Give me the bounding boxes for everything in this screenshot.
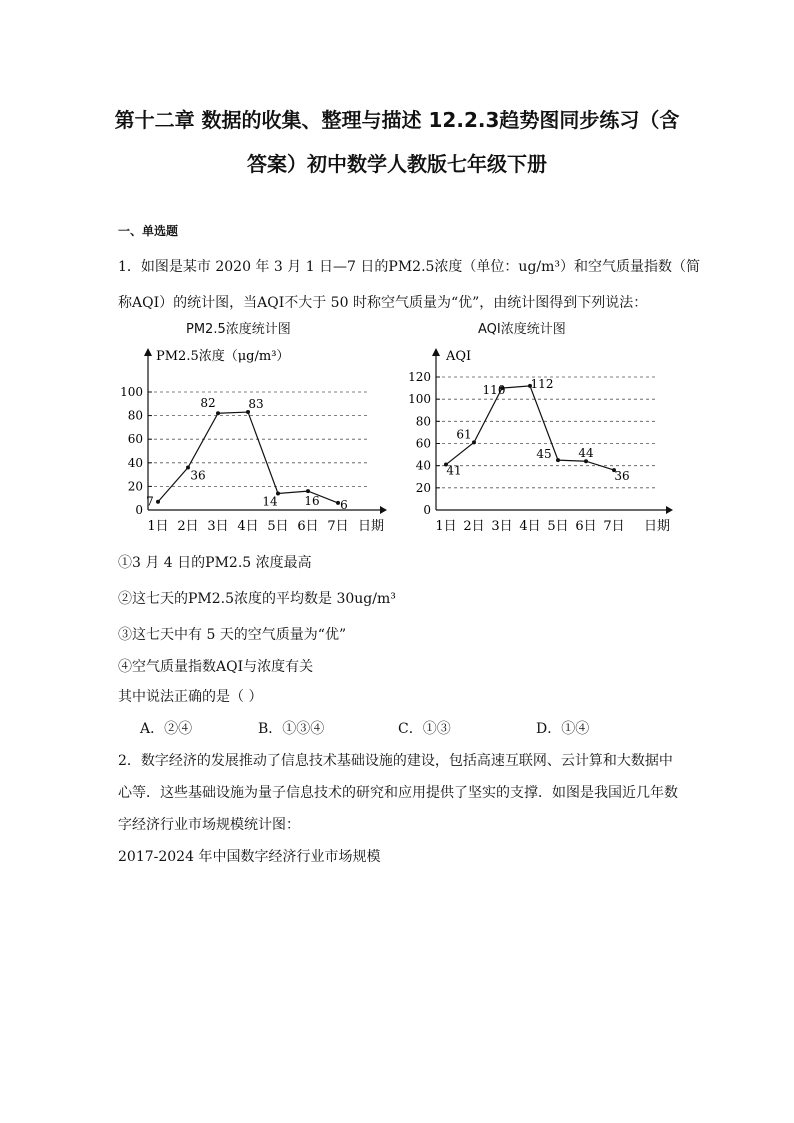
section-heading: 一、单选题 [118, 224, 179, 238]
aqi-chart [404, 342, 684, 542]
y-axis-arrow [432, 348, 440, 356]
q1-statement-1: ①3 月 4 日的PM2.5 浓度最高 [118, 555, 312, 571]
y-tick-label: 40 [415, 458, 431, 473]
data-point [556, 458, 560, 462]
q2-text-line-3: 字经济行业市场规模统计图： [118, 817, 300, 833]
data-label: 7 [146, 494, 154, 509]
q1-option-c[interactable]: C．①③ [398, 721, 451, 737]
q1-text-line-2: 称AQI）的统计图，当AQI不大于 50 时称空气质量为“优”，由统计图得到下列说法： [118, 295, 648, 311]
chart-2-title: AQI浓度统计图 [478, 322, 566, 337]
q1-option-a[interactable]: A．②④ [140, 721, 193, 737]
data-label: 83 [248, 397, 264, 412]
y-tick-label: 80 [415, 414, 431, 429]
y-tick-label: 100 [408, 392, 431, 407]
x-tick-label: 7日 [603, 519, 625, 534]
x-tick-label: 7日 [327, 519, 349, 534]
data-label: 6 [340, 497, 348, 512]
q1-option-d[interactable]: D．①④ [536, 721, 590, 737]
q2-caption: 2017-2024 年中国数字经济行业市场规模 [118, 849, 381, 865]
y-tick-label: 60 [127, 432, 143, 447]
q1-text-line-1: 1．如图是某市 2020 年 3 月 1 日—7 日的PM2.5浓度（单位：ug/m³）和空气质量指数（简 [118, 259, 701, 275]
data-label: 36 [190, 468, 206, 483]
q1-statement-4: ④空气质量指数AQI与浓度有关 [118, 659, 314, 675]
y-tick-label: 40 [127, 455, 143, 470]
x-tick-label: 2日 [463, 519, 485, 534]
y-tick-label: 20 [415, 480, 431, 495]
data-label: 14 [262, 494, 278, 509]
data-point [156, 500, 160, 504]
x-tick-label: 6日 [575, 519, 597, 534]
q2-text-line-1: 2．数字经济的发展推动了信息技术基础设施的建设，包括高速互联网、云计算和大数据中 [118, 753, 673, 769]
y-axis-label: PM2.5浓度（μg/m³） [156, 349, 290, 364]
y-axis-label: AQI [446, 349, 472, 364]
x-tick-label: 6日 [297, 519, 319, 534]
data-point [472, 440, 476, 444]
y-tick-label: 20 [127, 479, 143, 494]
q1-statement-3: ③这七天中有 5 天的空气质量为“优” [118, 627, 347, 643]
q1-option-b[interactable]: B．①③④ [258, 721, 325, 737]
data-point [216, 411, 220, 415]
x-axis-label: 日期 [358, 519, 385, 534]
data-label: 45 [536, 447, 552, 462]
x-axis-arrow [666, 506, 673, 514]
x-tick-label: 4日 [519, 519, 541, 534]
y-tick-label: 120 [408, 370, 431, 384]
data-label: 61 [456, 427, 472, 442]
q2-text-line-2: 心等．这些基础设施为量子信息技术的研究和应用提供了坚实的支撑．如图是我国近几年数 [118, 785, 678, 801]
doc-title-line-2: 答案）初中数学人教版七年级下册 [247, 152, 547, 176]
x-tick-label: 2日 [177, 519, 199, 534]
data-point [306, 489, 310, 493]
x-tick-label: 1日 [435, 519, 457, 534]
y-tick-label: 60 [415, 436, 431, 451]
x-axis-label: 日期 [644, 519, 671, 534]
doc-title-line-1: 第十二章 数据的收集、整理与描述 12.2.3趋势图同步练习（含 [114, 108, 680, 132]
data-label: 41 [446, 463, 462, 478]
q1-prompt: 其中说法正确的是（ ） [118, 689, 263, 705]
data-label: 112 [530, 376, 554, 391]
x-tick-label: 3日 [491, 519, 513, 534]
x-tick-label: 5日 [267, 519, 289, 534]
y-axis-arrow [144, 348, 152, 356]
data-label: 110 [482, 383, 506, 398]
y-tick-label: 80 [127, 408, 143, 423]
q1-statement-2: ②这七天的PM2.5浓度的平均数是 30ug/m³ [118, 591, 396, 607]
x-tick-label: 5日 [547, 519, 569, 534]
series-line [158, 412, 338, 503]
x-axis-arrow [380, 506, 387, 514]
chart-1-title: PM2.5浓度统计图 [186, 322, 291, 337]
y-tick-label: 0 [135, 503, 143, 517]
data-label: 44 [578, 446, 594, 461]
x-tick-label: 1日 [147, 519, 169, 534]
y-tick-label: 100 [120, 385, 143, 399]
data-label: 16 [304, 494, 320, 509]
pm25-chart [118, 342, 398, 542]
y-tick-label: 0 [423, 503, 431, 517]
x-tick-label: 3日 [207, 519, 229, 534]
data-label: 82 [200, 396, 216, 411]
x-tick-label: 4日 [237, 519, 259, 534]
data-label: 36 [614, 469, 630, 484]
